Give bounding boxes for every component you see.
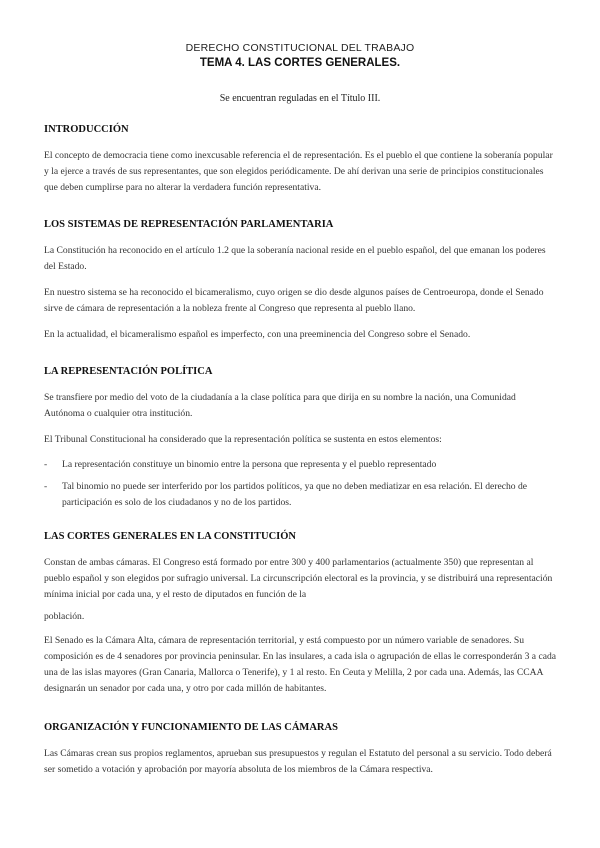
paragraph-sistemas-3: En la actualidad, el bicameralismo español es imperfecto, con una preeminencia del Congreso sobre el Senado.	[44, 329, 471, 340]
bullet-dash: -	[44, 459, 48, 470]
paragraph-sistemas-2: En nuestro sistema se ha reconocido el bicameralismo, cuyo origen se dio desde algunos países de Centroeuropa, donde el Senado sirve de cámara de representación a la nobleza frente al Congreso que representa al pueblo llano.	[44, 287, 544, 314]
page-title: TEMA 4. LAS CORTES GENERALES.	[199, 57, 401, 69]
paragraph-cortes-1-end: población.	[44, 611, 85, 622]
list-item	[44, 457, 556, 473]
paragraph-cortes-2: El Senado es la Cámara Alta, cámara de representación territorial, y está compuesto por un número variable de senadores. Su composición es de 4 senadores por provincia peninsular. En las insulares, a cada isla o agrupación de ellas le corresponderán 3 a cada una de las islas mayores (Gran Canaria, Mallorca o Tenerife), y 1 al resto. En Ceuta y Melilla, 2 por cada una. Además, las CCAA designarán un senador por cada una, y otro por cada millón de habitantes.	[44, 635, 557, 694]
paragraph-representacion-1: Se transfiere por medio del voto de la ciudadanía a la clase política para que dirija en su nombre la nación, una Comunidad Autónoma o cualquier otra institución.	[44, 392, 516, 419]
bullet-dash: -	[44, 481, 48, 492]
paragraph-sistemas-1: La Constitución ha reconocido en el artículo 1.2 que la soberanía nacional reside en el pueblo español, del que emanan los poderes del Estado.	[44, 245, 546, 272]
list-item	[44, 479, 556, 511]
paragraph-introduccion: El concepto de democracia tiene como inexcusable referencia el de representación. Es el pueblo el que contiene la soberanía popular y la ejerce a través de sus representantes, que son elegidos periódicamente. De ahí derivan una serie de principios constitucionales que deben cumplirse para no alterar la verdadera función representativa.	[44, 150, 553, 193]
paragraph-representacion-2: El Tribunal Constitucional ha considerado que la representación política se sustenta en estos elementos:	[44, 434, 442, 445]
heading-introduccion: INTRODUCCIÓN	[44, 124, 129, 135]
heading-sistemas: LOS SISTEMAS DE REPRESENTACIÓN PARLAMENTARIA	[44, 219, 334, 230]
heading-organizacion: ORGANIZACIÓN Y FUNCIONAMIENTO DE LAS CÁMARAS	[44, 722, 338, 733]
heading-representacion: LA REPRESENTACIÓN POLÍTICA	[44, 366, 213, 377]
regulation-note: Se encuentran reguladas en el Título III.	[219, 93, 381, 104]
list-item-text: La representación constituye un binomio entre la persona que representa y el pueblo representado	[62, 459, 437, 470]
subject-title: DERECHO CONSTITUCIONAL DEL TRABAJO	[185, 42, 415, 54]
paragraph-cortes-1: Constan de ambas cámaras. El Congreso está formado por entre 300 y 400 parlamentarios (actualmente 350) que representan al pueblo español y son elegidos por sufragio universal. La circunscripción electoral es la provincia, y se distribuirá una representación mínima inicial por cada una, y el resto de diputados en función de la	[44, 557, 553, 600]
list-item-text: Tal binomio no puede ser interferido por los partidos políticos, ya que no deben mediatizar en esa relación. El derecho de participación es solo de los ciudadanos y no de los partidos.	[62, 481, 528, 508]
heading-cortes: LAS CORTES GENERALES EN LA CONSTITUCIÓN	[44, 531, 296, 542]
paragraph-organizacion: Las Cámaras crean sus propios reglamentos, aprueban sus presupuestos y regulan el Estatuto del personal a su servicio. Todo deberá ser sometido a votación y aprobación por mayoría absoluta de los miembros de la Cámara respectiva.	[44, 748, 552, 775]
